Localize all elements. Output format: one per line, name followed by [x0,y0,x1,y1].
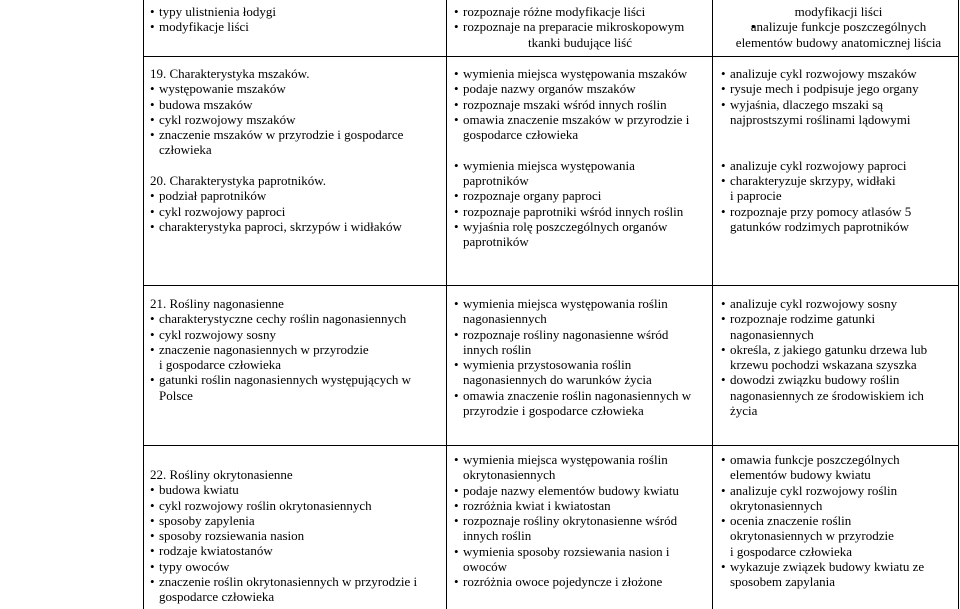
list-item: • znaczenie mszaków w przyrodzie i gospodarce [150,127,438,142]
list-item: • sposoby zapylenia [150,513,438,528]
list-item-continuation: elementów budowy anatomicznej liścia [735,34,942,50]
list-item: • podaje nazwy elementów budowy kwiatu [454,483,706,498]
list-item: • wymienia przystosowania roślin [454,357,706,372]
topic-22-col3 [721,452,956,590]
list-item: • rozróżnia owoce pojedyncze i złożone [454,574,706,589]
list-item-continuation: innych roślin [463,528,532,544]
list-item-continuation: nagonasiennych do warunków życia [463,372,652,388]
list-item: • rozróżnia kwiat i kwiatostan [454,498,706,513]
topic-heading-22: 22. Rośliny okrytonasienne [150,467,293,482]
table-border-col3 [712,0,713,609]
list-item: • charakterystyczne cechy roślin nagonasiennych [150,311,438,326]
list-item-continuation: życia [730,403,758,419]
list-item: • wymienia miejsca występowania roślin [454,452,706,467]
list-item: • rozpoznaje na preparacie mikroskopowym [454,19,706,34]
list-item-continuation: gospodarce człowieka [463,127,579,143]
list-item: • cykl rozwojowy sosny [150,327,438,342]
list-item-continuation: nagonasiennych ze środowiskiem ich [730,387,924,403]
row-separator [143,285,958,286]
table-border-col2 [446,0,447,609]
topics-19-20-col3 [721,66,956,234]
list-item: • charakterystyka paproci, skrzypów i widłaków [150,219,438,234]
row-separator [143,56,958,57]
list-item: • typy ulistnienia łodygi [150,4,438,19]
topics-19-20-col2 [454,66,706,250]
list-item-continuation: Polsce [159,387,193,403]
list-item: • charakteryzuje skrzypy, widłaki [721,173,956,188]
topic-22-col2 [454,452,706,590]
list-item: • wymienia miejsca występowania [454,158,706,173]
list-item: • budowa mszaków [150,97,438,112]
topic-heading-20: 20. Charakterystyka paprotników. [150,173,327,189]
list-item: • rozpoznaje różne modyfikacje liści [454,4,706,19]
list-item: • typy owoców [150,559,438,574]
list-item: • wymienia sposoby rozsiewania nasion i [454,544,706,559]
list-item: • cykl rozwojowy paproci [150,204,438,219]
list-item-continuation: owoców [463,559,508,575]
topic-21-col2 [454,296,706,418]
list-item-continuation: paprotników [463,173,529,189]
list-item-continuation: najprostszymi roślinami lądowymi [730,111,911,127]
list-item-continuation: elementów budowy kwiatu [730,467,871,483]
list-item: • wymienia miejsca występowania mszaków [454,66,706,81]
list-item: • modyfikacje liści [150,19,438,34]
list-item: • dowodzi związku budowy roślin [721,372,956,387]
list-item: • wyjaśnia, dlaczego mszaki są [721,97,956,112]
list-item: • określa, z jakiego gatunku drzewa lub [721,342,956,357]
list-item: • analizuje cykl rozwojowy paproci [721,158,956,173]
list-item: • budowa kwiatu [150,482,438,497]
list-item: • rozpoznaje paprotniki wśród innych roślin [454,204,706,219]
list-item: • omawia znaczenie roślin nagonasiennych w [454,388,706,403]
list-item-continuation: człowieka [159,142,212,158]
topic-22-col1 [150,467,438,605]
list-item-continuation: paprotników [463,234,529,250]
list-item-continuation: okrytonasiennych w przyrodzie [730,528,894,544]
list-item: • rozpoznaje rośliny okrytonasienne wśród [454,513,706,528]
list-item-continuation: okrytonasiennych [463,467,556,483]
list-item-continuation: przyrodzie i gospodarce człowieka [463,403,644,419]
list-item: • rozpoznaje mszaki wśród innych roślin [454,97,706,112]
list-item-continuation: modyfikacji liści [794,4,883,19]
topic-21-col3 [721,296,956,418]
list-item: • rozpoznaje rośliny nagonasienne wśród [454,327,706,342]
list-item: • rozpoznaje organy paproci [454,188,706,203]
list-item-continuation: okrytonasiennych [730,497,823,513]
list-item: • analizuje cykl rozwojowy roślin [721,483,956,498]
list-item: • rozpoznaje przy pomocy atlasów 5 [721,204,956,219]
list-item-continuation: i paprocie [730,188,782,204]
list-item: • gatunki roślin nagonasiennych występujących w [150,372,438,387]
list-item: • cykl rozwojowy mszaków [150,112,438,127]
list-item: • znaczenie roślin okrytonasiennych w przyrodzie i [150,574,438,589]
list-item: • cykl rozwojowy roślin okrytonasiennych [150,498,438,513]
list-item: • analizuje cykl rozwojowy mszaków [721,66,956,81]
list-item-continuation: innych roślin [463,341,532,357]
list-item: • rodzaje kwiatostanów [150,543,438,558]
topics-19-20-col1 [150,66,438,234]
list-item: • omawia znaczenie mszaków w przyrodzie i [454,112,706,127]
list-item: • rozpoznaje rodzime gatunki [721,311,956,326]
topic-heading-19: 19. Charakterystyka mszaków. [150,66,310,81]
row-top-col1 [150,4,438,35]
list-item: • ocenia znaczenie roślin [721,513,956,528]
list-item-continuation: tkanki budujące liść [528,34,632,50]
list-item: • analizuje cykl rozwojowy sosny [721,296,956,311]
list-item-continuation: sposobem zapylania [730,574,836,590]
list-item: • analizuje funkcje poszczególnych [751,19,926,34]
list-item: • wymienia miejsca występowania roślin [454,296,706,311]
table-border-right [958,0,959,609]
row-top-col3 [721,4,956,50]
list-item-continuation: gospodarce człowieka [159,589,275,605]
row-separator [143,445,958,446]
list-item: • sposoby rozsiewania nasion [150,528,438,543]
table-border-left [143,0,144,609]
list-item: • wykazuje związek budowy kwiatu ze [721,559,956,574]
list-item: • wyjaśnia rolę poszczególnych organów [454,219,706,234]
list-item-continuation: nagonasiennych [463,311,547,327]
list-item: • rysuje mech i podpisuje jego organy [721,81,956,96]
list-item-continuation: gatunków rodzimych paprotników [730,218,910,234]
list-item: • znaczenie nagonasiennych w przyrodzie [150,342,438,357]
row-top-col2 [454,4,706,50]
list-item: • podaje nazwy organów mszaków [454,81,706,96]
list-item-continuation: i gospodarce człowieka [159,357,282,373]
topic-21-col1 [150,296,438,403]
list-item-continuation: i gospodarce człowieka [730,543,853,559]
list-item: • występowanie mszaków [150,81,438,96]
list-item-continuation: krzewu pochodzi wskazana szyszka [730,357,917,373]
list-item: • omawia funkcje poszczególnych [721,452,956,467]
topic-heading-21: 21. Rośliny nagonasienne [150,296,284,311]
list-item-continuation: nagonasiennych [730,326,814,342]
list-item: • podział paprotników [150,188,438,203]
